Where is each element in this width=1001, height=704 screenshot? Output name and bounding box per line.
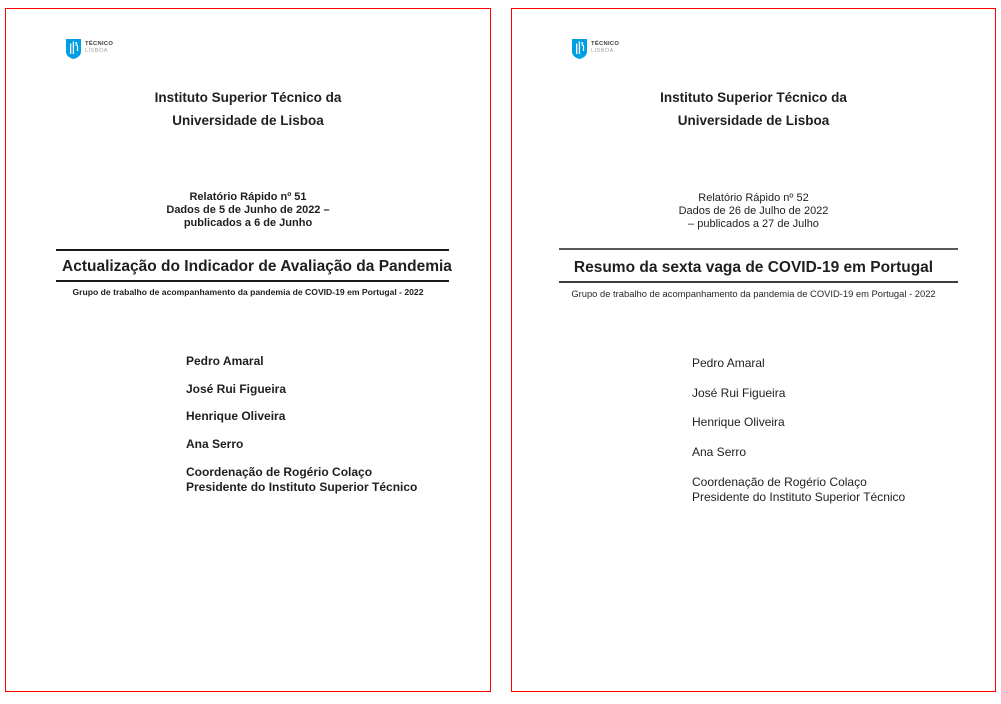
author-name: Henrique Oliveira xyxy=(692,415,785,429)
logo-text-tecnico: TÉCNICO xyxy=(591,41,620,47)
coordination-note xyxy=(692,475,905,504)
title-rule-top xyxy=(56,249,449,251)
title-rule-bottom xyxy=(56,280,449,282)
logo-text-lisboa: LISBOA xyxy=(591,47,614,54)
coordination-note xyxy=(186,465,417,494)
title-rule-bottom xyxy=(559,281,958,283)
logo-text-tecnico: TÉCNICO xyxy=(85,41,114,47)
coordination-line-2: Presidente do Instituto Superior Técnico xyxy=(692,489,906,504)
tecnico-shield-icon xyxy=(66,39,81,64)
institution-line-2: Universidade de Lisboa xyxy=(172,113,324,128)
working-group-subtitle: Grupo de trabalho de acompanhamento da pandemia de COVID-19 em Portugal - 2022 xyxy=(72,287,424,297)
tecnico-shield-icon xyxy=(572,39,587,64)
coordination-line-2: Presidente do Instituto Superior Técnico xyxy=(186,479,418,494)
report-number: Relatório Rápido nº 52 xyxy=(698,192,809,204)
institution-line-1: Instituto Superior Técnico da xyxy=(660,90,847,105)
institution-line-1: Instituto Superior Técnico da xyxy=(154,90,342,105)
title-rule-top xyxy=(559,248,958,250)
report-title: Actualização do Indicador de Avaliação da Pandemia xyxy=(62,258,452,275)
working-group-subtitle: Grupo de trabalho de acompanhamento da pandemia de COVID-19 em Portugal - 2022 xyxy=(571,288,936,299)
authors-list xyxy=(692,357,905,504)
report-publish-date: publicados a 6 de Junho xyxy=(183,217,313,229)
report-title: Resumo da sexta vaga de COVID-19 em Portugal xyxy=(573,259,934,276)
report-meta xyxy=(512,192,995,231)
tecnico-lisboa-logo xyxy=(66,39,113,64)
report-number: Relatório Rápido nº 51 xyxy=(189,191,307,203)
report-data-date: Dados de 26 de Julho de 2022 xyxy=(678,205,829,217)
institution-name xyxy=(512,86,995,132)
authors-list xyxy=(186,355,417,494)
report-cover-page-52 xyxy=(511,8,996,692)
report-publish-date: – publicados a 27 de Julho xyxy=(688,218,819,230)
report-meta xyxy=(6,191,490,230)
tecnico-lisboa-logo xyxy=(572,39,619,64)
coordination-line-1: Coordenação de Rogério Colaço xyxy=(186,465,373,479)
report-data-date: Dados de 5 de Junho de 2022 – xyxy=(166,204,330,216)
author-name: Pedro Amaral xyxy=(186,354,264,368)
institution-line-2: Universidade de Lisboa xyxy=(677,113,830,128)
author-name: Ana Serro xyxy=(186,436,244,451)
logo-text-lisboa: LISBOA xyxy=(85,47,108,54)
logo-wordmark xyxy=(591,39,619,54)
author-name: José Rui Figueira xyxy=(186,381,287,396)
author-name: Henrique Oliveira xyxy=(186,409,286,423)
institution-name xyxy=(6,86,490,132)
logo-wordmark xyxy=(85,39,113,54)
author-name: Ana Serro xyxy=(692,444,747,459)
coordination-line-1: Coordenação de Rogério Colaço xyxy=(692,475,867,489)
author-name: José Rui Figueira xyxy=(692,385,786,400)
report-cover-page-51 xyxy=(5,8,491,692)
author-name: Pedro Amaral xyxy=(692,356,765,370)
